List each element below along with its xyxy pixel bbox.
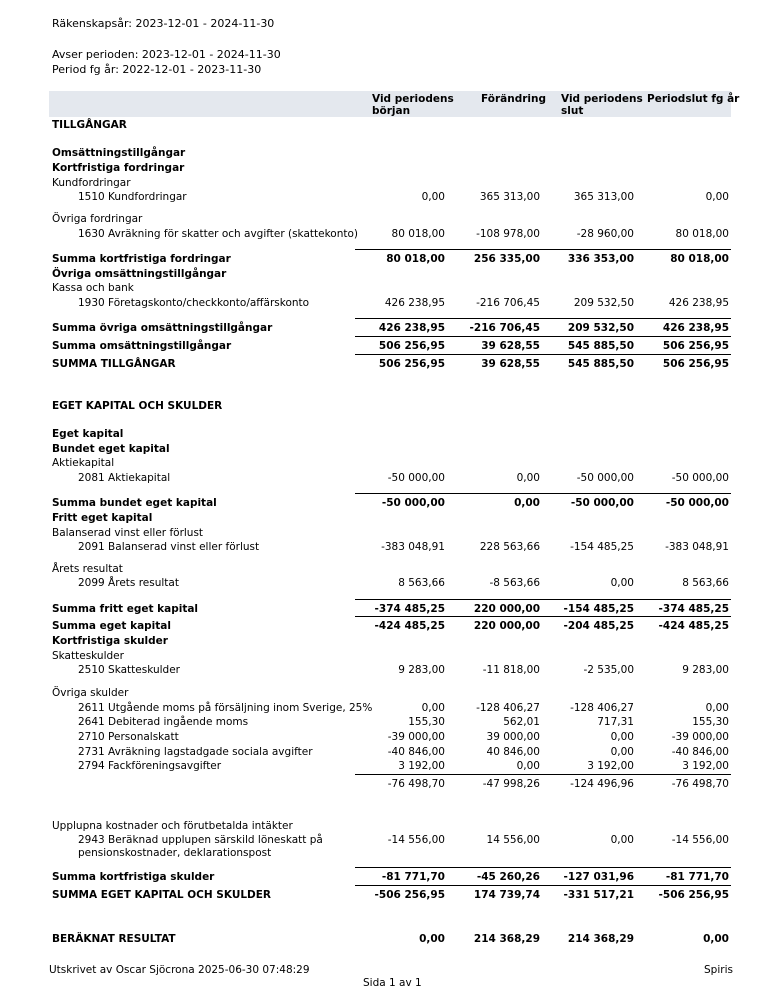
row-label: 2099 Årets resultat (78, 577, 179, 589)
row-label: Summa omsättningstillgångar (52, 340, 232, 352)
row-value: -76 498,70 (387, 778, 445, 790)
brand-name: Spiris (704, 964, 733, 976)
row-value: 39 628,55 (481, 340, 540, 352)
row-value: -331 517,21 (563, 889, 634, 901)
row-label: EGET KAPITAL OCH SKULDER (52, 400, 223, 412)
row-value: 9 283,00 (682, 664, 729, 676)
row-value: -374 485,25 (658, 603, 729, 615)
row-label: 1930 Företagskonto/checkkonto/affärskonto (78, 297, 310, 309)
row-label: Summa eget kapital (52, 620, 171, 632)
row-value: -506 256,95 (658, 889, 729, 901)
row-value: -40 846,00 (671, 746, 729, 758)
sum-rule (355, 616, 731, 617)
row-value: 426 238,95 (662, 322, 729, 334)
row-value: -45 260,26 (476, 871, 540, 883)
row-value: -47 998,26 (482, 778, 540, 790)
row-value: 80 018,00 (670, 253, 729, 265)
row-value: -154 485,25 (570, 541, 634, 553)
row-value: 365 313,00 (573, 191, 634, 203)
row-value: 174 739,74 (473, 889, 540, 901)
row-value: -11 818,00 (482, 664, 540, 676)
row-label: Kundfordringar (52, 177, 131, 189)
row-value: 0,00 (514, 497, 540, 509)
row-value: 214 368,29 (567, 933, 634, 945)
row-value: 0,00 (516, 760, 540, 772)
report-period: Avser perioden: 2023-12-01 - 2024-11-30 (52, 48, 281, 61)
row-value: -374 485,25 (374, 603, 445, 615)
row-label: 1510 Kundfordringar (78, 191, 187, 203)
row-value: -506 256,95 (374, 889, 445, 901)
row-label: Övriga skulder (52, 687, 129, 699)
row-value: 3 192,00 (398, 760, 445, 772)
sum-rule (355, 249, 731, 250)
row-value: 80 018,00 (391, 228, 445, 240)
row-label: 2510 Skatteskulder (78, 664, 180, 676)
row-value: 220 000,00 (473, 603, 540, 615)
row-value: 0,00 (705, 702, 729, 714)
row-value: 336 353,00 (567, 253, 634, 265)
row-value: 717,31 (597, 716, 634, 728)
row-label: Summa kortfristiga skulder (52, 871, 215, 883)
row-value: 209 532,50 (567, 322, 634, 334)
row-value: 506 256,95 (662, 340, 729, 352)
row-value: 8 563,66 (398, 577, 445, 589)
row-label: Kortfristiga skulder (52, 635, 168, 647)
sum-rule (355, 354, 731, 355)
row-value: -50 000,00 (671, 472, 729, 484)
row-label: BERÄKNAT RESULTAT (52, 933, 176, 945)
row-value: 545 885,50 (567, 340, 634, 352)
row-value: -154 485,25 (563, 603, 634, 615)
row-value: -14 556,00 (671, 834, 729, 846)
row-value: 0,00 (610, 834, 634, 846)
row-value: 80 018,00 (675, 228, 729, 240)
previous-period: Period fg år: 2022-12-01 - 2023-11-30 (52, 63, 262, 76)
row-label: Balanserad vinst eller förlust (52, 527, 204, 539)
row-value: -50 000,00 (387, 472, 445, 484)
row-label: 2794 Fackföreningsavgifter (78, 760, 222, 772)
col-prev-year-end: Periodslut fg år (647, 93, 740, 105)
row-value: -39 000,00 (671, 731, 729, 743)
row-label: 2641 Debiterad ingående moms (78, 716, 249, 728)
row-label: Kortfristiga fordringar (52, 162, 185, 174)
row-value: 9 283,00 (398, 664, 445, 676)
row-label: Eget kapital (52, 428, 124, 440)
row-value: -124 496,96 (570, 778, 634, 790)
row-value: 506 256,95 (378, 358, 445, 370)
row-value: -128 406,27 (476, 702, 540, 714)
row-value: -424 485,25 (374, 620, 445, 632)
row-value: 209 532,50 (573, 297, 634, 309)
row-value: 426 238,95 (384, 297, 445, 309)
row-label: SUMMA TILLGÅNGAR (52, 358, 176, 370)
row-value: 0,00 (610, 577, 634, 589)
row-value: -40 846,00 (387, 746, 445, 758)
row-value: 562,01 (503, 716, 540, 728)
row-value: -50 000,00 (570, 497, 634, 509)
sum-rule (355, 885, 731, 886)
row-label: Aktiekapital (52, 457, 115, 469)
row-value: 0,00 (610, 746, 634, 758)
row-label: SUMMA EGET KAPITAL OCH SKULDER (52, 889, 272, 901)
row-value: 0,00 (703, 933, 729, 945)
row-value: 214 368,29 (473, 933, 540, 945)
row-value: -108 978,00 (476, 228, 540, 240)
row-value: -50 000,00 (665, 497, 729, 509)
row-label: 2943 Beräknad upplupen särskild löneskatt på (78, 834, 323, 846)
row-value: -128 406,27 (570, 702, 634, 714)
row-value: -424 485,25 (658, 620, 729, 632)
row-label: Övriga fordringar (52, 213, 143, 225)
row-value: 0,00 (421, 191, 445, 203)
row-label: Summa kortfristiga fordringar (52, 253, 231, 265)
row-label: Kassa och bank (52, 282, 134, 294)
row-value: -14 556,00 (387, 834, 445, 846)
row-value: -28 960,00 (576, 228, 634, 240)
row-value: 39 000,00 (486, 731, 540, 743)
row-value: 220 000,00 (473, 620, 540, 632)
row-value: -216 706,45 (469, 322, 540, 334)
row-value: 80 018,00 (386, 253, 445, 265)
printed-by: Utskrivet av Oscar Sjöcrona 2025-06-30 07:48:29 (49, 964, 310, 976)
row-value: 155,30 (692, 716, 729, 728)
row-value: -383 048,91 (381, 541, 445, 553)
sum-rule (355, 867, 731, 868)
row-value: 3 192,00 (682, 760, 729, 772)
row-value: 3 192,00 (587, 760, 634, 772)
page-number: Sida 1 av 1 (363, 977, 422, 989)
row-label: Omsättningstillgångar (52, 147, 186, 159)
sum-rule (355, 493, 731, 494)
row-value: 155,30 (408, 716, 445, 728)
row-label: Summa fritt eget kapital (52, 603, 199, 615)
row-value: 228 563,66 (479, 541, 540, 553)
row-value: -204 485,25 (563, 620, 634, 632)
row-value: 0,00 (516, 472, 540, 484)
col-period-end: Vid periodens slut (561, 93, 643, 117)
row-value: 0,00 (705, 191, 729, 203)
row-value: -39 000,00 (387, 731, 445, 743)
row-label: 2611 Utgående moms på försäljning inom Sverige, 25% (78, 702, 373, 714)
row-label: TILLGÅNGAR (52, 119, 127, 131)
row-value: -383 048,91 (665, 541, 729, 553)
row-label: 2710 Personalskatt (78, 731, 179, 743)
row-value: 256 335,00 (473, 253, 540, 265)
sum-rule (355, 774, 731, 775)
row-value: 0,00 (421, 702, 445, 714)
row-label: Övriga omsättningstillgångar (52, 268, 227, 280)
row-value: 426 238,95 (668, 297, 729, 309)
row-value: 506 256,95 (378, 340, 445, 352)
col-period-start: Vid periodens början (372, 93, 454, 117)
sum-rule (355, 599, 731, 600)
row-value: 8 563,66 (682, 577, 729, 589)
sum-rule (355, 318, 731, 319)
row-label: 2731 Avräkning lagstadgade sociala avgifter (78, 746, 313, 758)
row-label: 2091 Balanserad vinst eller förlust (78, 541, 260, 553)
row-value: -8 563,66 (489, 577, 540, 589)
row-label: 1630 Avräkning för skatter och avgifter (skattekonto) (78, 228, 359, 240)
row-value: 365 313,00 (479, 191, 540, 203)
row-value: -76 498,70 (671, 778, 729, 790)
row-label: Upplupna kostnader och förutbetalda intäkter (52, 820, 293, 832)
row-value: -127 031,96 (563, 871, 634, 883)
fiscal-year: Räkenskapsår: 2023-12-01 - 2024-11-30 (52, 17, 275, 30)
row-label: Fritt eget kapital (52, 512, 153, 524)
row-value: -50 000,00 (381, 497, 445, 509)
row-label-continued: pensionskostnader, deklarationspost (78, 847, 272, 859)
row-value: 14 556,00 (486, 834, 540, 846)
row-label: Summa övriga omsättningstillgångar (52, 322, 273, 334)
row-label: 2081 Aktiekapital (78, 472, 171, 484)
row-value: 0,00 (419, 933, 445, 945)
row-value: 426 238,95 (378, 322, 445, 334)
row-value: -216 706,45 (476, 297, 540, 309)
row-label: Bundet eget kapital (52, 443, 170, 455)
col-change: Förändring (481, 93, 546, 105)
row-value: 0,00 (610, 731, 634, 743)
sum-rule (355, 336, 731, 337)
row-value: -50 000,00 (576, 472, 634, 484)
row-value: -81 771,70 (381, 871, 445, 883)
row-label: Summa bundet eget kapital (52, 497, 217, 509)
row-value: -81 771,70 (665, 871, 729, 883)
row-label: Årets resultat (52, 563, 123, 575)
row-value: 40 846,00 (486, 746, 540, 758)
row-value: -2 535,00 (583, 664, 634, 676)
row-value: 545 885,50 (567, 358, 634, 370)
row-value: 506 256,95 (662, 358, 729, 370)
row-value: 39 628,55 (481, 358, 540, 370)
row-label: Skatteskulder (52, 650, 124, 662)
